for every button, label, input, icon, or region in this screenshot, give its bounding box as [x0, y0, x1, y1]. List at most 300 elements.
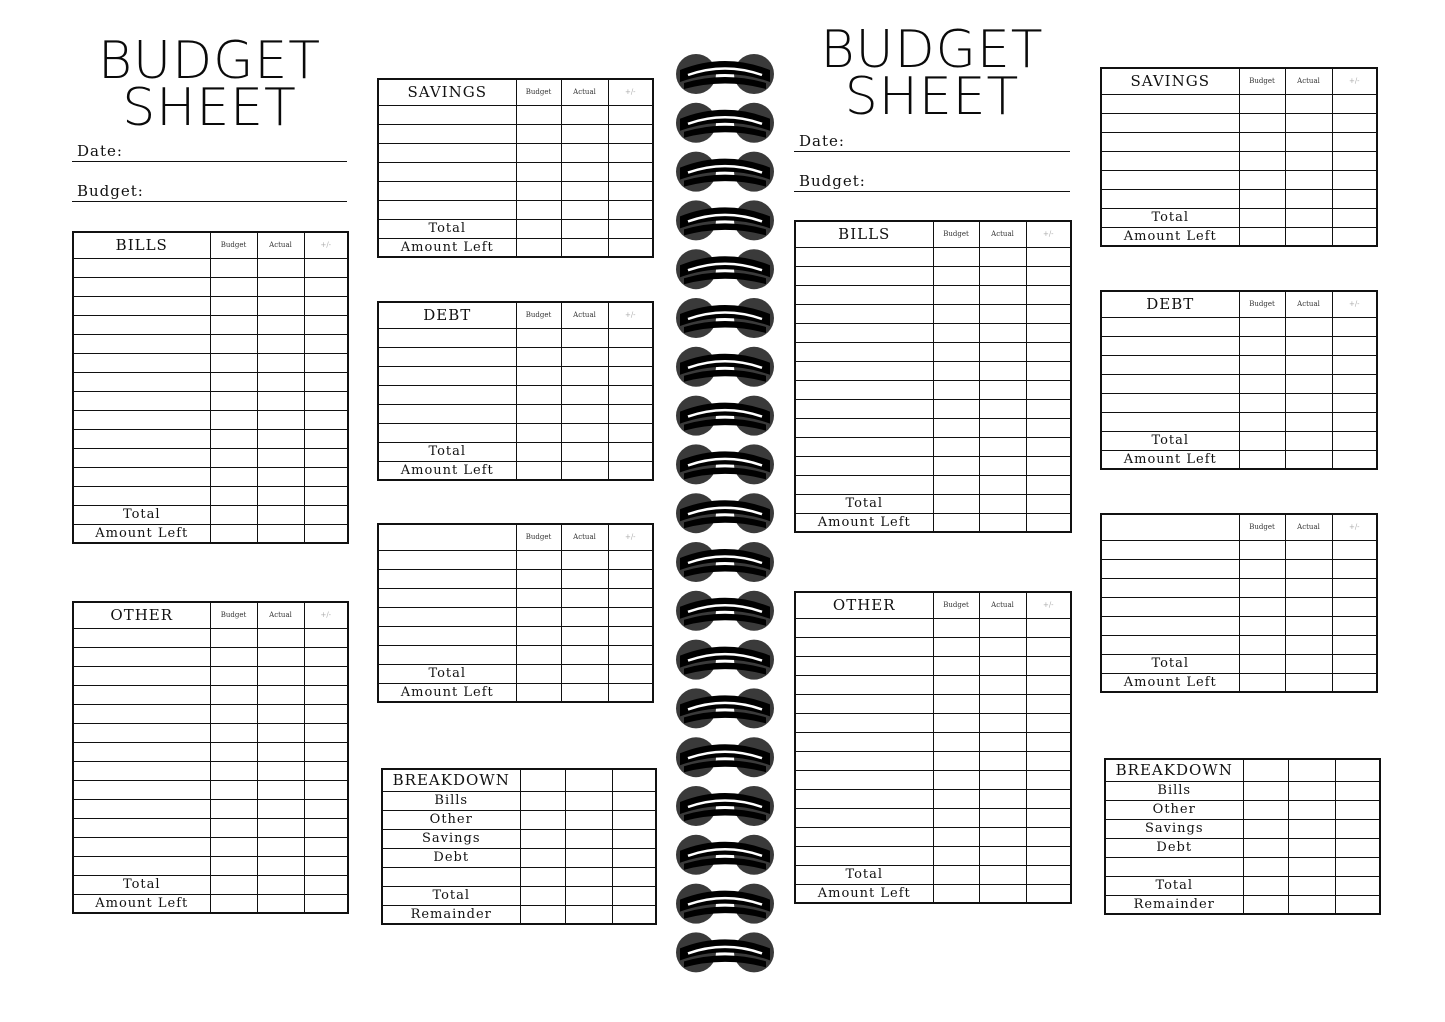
entry-actual-cell[interactable] [257, 296, 304, 315]
entry-budget-cell[interactable] [210, 372, 257, 391]
entry-name-cell[interactable] [73, 258, 210, 277]
entry-actual-cell[interactable] [979, 380, 1026, 399]
entry-name-cell[interactable] [795, 342, 933, 361]
entry-diff-cell[interactable] [304, 486, 348, 505]
entry-budget-cell[interactable] [933, 304, 979, 323]
entry-actual-cell[interactable] [979, 713, 1026, 732]
entry-budget-cell[interactable] [1239, 597, 1285, 616]
breakdown-blank-label[interactable] [1105, 857, 1243, 876]
entry-budget-cell[interactable] [933, 808, 979, 827]
entry-actual-cell[interactable] [257, 334, 304, 353]
entry-actual-cell[interactable] [257, 742, 304, 761]
entry-actual-cell[interactable] [979, 732, 1026, 751]
entry-name-cell[interactable] [73, 429, 210, 448]
entry-diff-cell[interactable] [304, 685, 348, 704]
entry-diff-cell[interactable] [304, 742, 348, 761]
entry-actual-cell[interactable] [257, 666, 304, 685]
entry-budget-cell[interactable] [933, 399, 979, 418]
entry-actual-cell[interactable] [979, 751, 1026, 770]
entry-budget-cell[interactable] [933, 732, 979, 751]
entry-name-cell[interactable] [795, 789, 933, 808]
entry-budget-cell[interactable] [516, 385, 561, 404]
entry-budget-cell[interactable] [933, 846, 979, 865]
entry-budget-cell[interactable] [1239, 374, 1285, 393]
entry-diff-cell[interactable] [304, 296, 348, 315]
entry-diff-cell[interactable] [304, 467, 348, 486]
entry-name-cell[interactable] [73, 391, 210, 410]
entry-name-cell[interactable] [1101, 559, 1239, 578]
entry-name-cell[interactable] [795, 304, 933, 323]
entry-budget-cell[interactable] [210, 761, 257, 780]
entry-budget-cell[interactable] [1239, 635, 1285, 654]
entry-name-cell[interactable] [1101, 635, 1239, 654]
entry-name-cell[interactable] [73, 334, 210, 353]
entry-diff-cell[interactable] [1026, 827, 1071, 846]
entry-diff-cell[interactable] [1332, 540, 1377, 559]
entry-budget-cell[interactable] [516, 181, 561, 200]
entry-diff-cell[interactable] [304, 799, 348, 818]
entry-actual-cell[interactable] [561, 385, 608, 404]
entry-actual-cell[interactable] [979, 342, 1026, 361]
entry-actual-cell[interactable] [257, 837, 304, 856]
entry-diff-cell[interactable] [1026, 285, 1071, 304]
entry-actual-cell[interactable] [1285, 597, 1332, 616]
entry-name-cell[interactable] [795, 732, 933, 751]
entry-diff-cell[interactable] [608, 607, 653, 626]
entry-name-cell[interactable] [795, 713, 933, 732]
entry-actual-cell[interactable] [257, 647, 304, 666]
entry-name-cell[interactable] [378, 124, 516, 143]
entry-name-cell[interactable] [795, 380, 933, 399]
entry-actual-cell[interactable] [979, 789, 1026, 808]
entry-diff-cell[interactable] [1026, 456, 1071, 475]
entry-name-cell[interactable] [1101, 113, 1239, 132]
entry-actual-cell[interactable] [979, 266, 1026, 285]
entry-diff-cell[interactable] [1026, 475, 1071, 494]
entry-budget-cell[interactable] [933, 618, 979, 637]
entry-actual-cell[interactable] [1285, 94, 1332, 113]
entry-diff-cell[interactable] [1332, 616, 1377, 635]
entry-actual-cell[interactable] [257, 277, 304, 296]
entry-name-cell[interactable] [1101, 132, 1239, 151]
entry-name-cell[interactable] [378, 143, 516, 162]
entry-actual-cell[interactable] [257, 429, 304, 448]
debt-table-left[interactable] [377, 301, 654, 481]
entry-name-cell[interactable] [73, 353, 210, 372]
entry-name-cell[interactable] [378, 328, 516, 347]
entry-actual-cell[interactable] [257, 761, 304, 780]
entry-actual-cell[interactable] [979, 618, 1026, 637]
entry-actual-cell[interactable] [979, 285, 1026, 304]
entry-name-cell[interactable] [73, 448, 210, 467]
entry-name-cell[interactable] [1101, 151, 1239, 170]
entry-budget-cell[interactable] [516, 626, 561, 645]
entry-name-cell[interactable] [73, 467, 210, 486]
entry-name-cell[interactable] [73, 837, 210, 856]
entry-name-cell[interactable] [1101, 393, 1239, 412]
entry-diff-cell[interactable] [1332, 597, 1377, 616]
entry-budget-cell[interactable] [516, 366, 561, 385]
entry-diff-cell[interactable] [1026, 694, 1071, 713]
entry-budget-cell[interactable] [1239, 393, 1285, 412]
entry-actual-cell[interactable] [1285, 336, 1332, 355]
entry-diff-cell[interactable] [304, 429, 348, 448]
entry-diff-cell[interactable] [608, 645, 653, 664]
entry-budget-cell[interactable] [210, 315, 257, 334]
entry-budget-cell[interactable] [1239, 355, 1285, 374]
entry-name-cell[interactable] [1101, 578, 1239, 597]
entry-diff-cell[interactable] [304, 818, 348, 837]
entry-actual-cell[interactable] [1285, 113, 1332, 132]
entry-actual-cell[interactable] [1285, 374, 1332, 393]
entry-name-cell[interactable] [795, 675, 933, 694]
entry-budget-cell[interactable] [516, 423, 561, 442]
entry-name-cell[interactable] [795, 808, 933, 827]
entry-actual-cell[interactable] [1285, 578, 1332, 597]
entry-actual-cell[interactable] [1285, 355, 1332, 374]
entry-budget-cell[interactable] [210, 742, 257, 761]
entry-actual-cell[interactable] [979, 827, 1026, 846]
entry-diff-cell[interactable] [1026, 751, 1071, 770]
entry-diff-cell[interactable] [1026, 399, 1071, 418]
extra-table-left[interactable] [377, 523, 654, 703]
entry-diff-cell[interactable] [304, 448, 348, 467]
entry-actual-cell[interactable] [257, 410, 304, 429]
entry-budget-cell[interactable] [516, 588, 561, 607]
date-field-left[interactable] [72, 140, 347, 162]
entry-name-cell[interactable] [378, 200, 516, 219]
entry-budget-cell[interactable] [210, 353, 257, 372]
entry-actual-cell[interactable] [561, 200, 608, 219]
entry-actual-cell[interactable] [561, 423, 608, 442]
entry-actual-cell[interactable] [1285, 317, 1332, 336]
entry-actual-cell[interactable] [561, 569, 608, 588]
entry-name-cell[interactable] [378, 162, 516, 181]
entry-diff-cell[interactable] [1026, 732, 1071, 751]
entry-diff-cell[interactable] [304, 315, 348, 334]
entry-diff-cell[interactable] [304, 666, 348, 685]
entry-diff-cell[interactable] [304, 372, 348, 391]
entry-name-cell[interactable] [378, 588, 516, 607]
entry-budget-cell[interactable] [933, 789, 979, 808]
entry-name-cell[interactable] [378, 404, 516, 423]
entry-budget-cell[interactable] [933, 380, 979, 399]
entry-actual-cell[interactable] [257, 818, 304, 837]
entry-budget-cell[interactable] [210, 486, 257, 505]
entry-diff-cell[interactable] [304, 723, 348, 742]
entry-name-cell[interactable] [1101, 336, 1239, 355]
entry-budget-cell[interactable] [210, 818, 257, 837]
entry-budget-cell[interactable] [210, 448, 257, 467]
entry-name-cell[interactable] [73, 780, 210, 799]
entry-actual-cell[interactable] [979, 399, 1026, 418]
entry-diff-cell[interactable] [1332, 94, 1377, 113]
other-table-right[interactable] [794, 591, 1072, 904]
savings-table-left[interactable] [377, 78, 654, 258]
entry-diff-cell[interactable] [1332, 170, 1377, 189]
entry-name-cell[interactable] [73, 296, 210, 315]
entry-actual-cell[interactable] [979, 361, 1026, 380]
entry-budget-cell[interactable] [210, 856, 257, 875]
entry-budget-cell[interactable] [516, 347, 561, 366]
entry-diff-cell[interactable] [608, 162, 653, 181]
entry-budget-cell[interactable] [1239, 94, 1285, 113]
entry-name-cell[interactable] [795, 751, 933, 770]
entry-actual-cell[interactable] [257, 628, 304, 647]
entry-diff-cell[interactable] [1332, 355, 1377, 374]
entry-budget-cell[interactable] [1239, 336, 1285, 355]
entry-diff-cell[interactable] [608, 404, 653, 423]
entry-budget-cell[interactable] [1239, 616, 1285, 635]
entry-diff-cell[interactable] [608, 347, 653, 366]
entry-name-cell[interactable] [73, 723, 210, 742]
entry-name-cell[interactable] [378, 347, 516, 366]
entry-diff-cell[interactable] [1332, 578, 1377, 597]
entry-actual-cell[interactable] [1285, 540, 1332, 559]
entry-name-cell[interactable] [73, 372, 210, 391]
entry-name-cell[interactable] [73, 856, 210, 875]
budget-field-left[interactable] [72, 180, 347, 202]
entry-budget-cell[interactable] [210, 391, 257, 410]
entry-budget-cell[interactable] [210, 467, 257, 486]
entry-diff-cell[interactable] [608, 588, 653, 607]
entry-diff-cell[interactable] [608, 423, 653, 442]
entry-actual-cell[interactable] [561, 162, 608, 181]
entry-diff-cell[interactable] [1332, 132, 1377, 151]
entry-diff-cell[interactable] [1026, 713, 1071, 732]
entry-budget-cell[interactable] [210, 410, 257, 429]
entry-actual-cell[interactable] [979, 808, 1026, 827]
entry-name-cell[interactable] [1101, 540, 1239, 559]
entry-actual-cell[interactable] [979, 475, 1026, 494]
bills-table-left[interactable] [72, 231, 349, 544]
entry-name-cell[interactable] [1101, 597, 1239, 616]
entry-actual-cell[interactable] [561, 588, 608, 607]
entry-diff-cell[interactable] [608, 626, 653, 645]
entry-diff-cell[interactable] [1332, 317, 1377, 336]
entry-diff-cell[interactable] [608, 181, 653, 200]
entry-actual-cell[interactable] [979, 323, 1026, 342]
other-table-left[interactable] [72, 601, 349, 914]
entry-actual-cell[interactable] [979, 304, 1026, 323]
entry-name-cell[interactable] [1101, 412, 1239, 431]
entry-name-cell[interactable] [795, 323, 933, 342]
entry-name-cell[interactable] [795, 827, 933, 846]
debt-table-right[interactable] [1100, 290, 1378, 470]
entry-diff-cell[interactable] [304, 353, 348, 372]
entry-budget-cell[interactable] [210, 723, 257, 742]
entry-name-cell[interactable] [795, 637, 933, 656]
entry-name-cell[interactable] [795, 618, 933, 637]
entry-name-cell[interactable] [378, 423, 516, 442]
entry-diff-cell[interactable] [1332, 635, 1377, 654]
entry-name-cell[interactable] [795, 475, 933, 494]
entry-name-cell[interactable] [795, 770, 933, 789]
entry-budget-cell[interactable] [933, 675, 979, 694]
entry-diff-cell[interactable] [1026, 846, 1071, 865]
entry-diff-cell[interactable] [1026, 656, 1071, 675]
entry-name-cell[interactable] [73, 410, 210, 429]
entry-actual-cell[interactable] [257, 685, 304, 704]
entry-budget-cell[interactable] [210, 666, 257, 685]
entry-diff-cell[interactable] [1332, 412, 1377, 431]
entry-diff-cell[interactable] [1332, 113, 1377, 132]
entry-name-cell[interactable] [73, 277, 210, 296]
entry-name-cell[interactable] [73, 647, 210, 666]
date-field-right[interactable] [794, 130, 1070, 152]
entry-diff-cell[interactable] [1026, 342, 1071, 361]
extra-header[interactable] [1101, 514, 1239, 540]
entry-name-cell[interactable] [795, 656, 933, 675]
entry-actual-cell[interactable] [257, 799, 304, 818]
entry-name-cell[interactable] [795, 694, 933, 713]
entry-name-cell[interactable] [795, 437, 933, 456]
entry-name-cell[interactable] [378, 385, 516, 404]
entry-name-cell[interactable] [1101, 374, 1239, 393]
entry-diff-cell[interactable] [1026, 247, 1071, 266]
entry-actual-cell[interactable] [561, 626, 608, 645]
entry-budget-cell[interactable] [1239, 540, 1285, 559]
entry-diff-cell[interactable] [1026, 323, 1071, 342]
entry-budget-cell[interactable] [933, 247, 979, 266]
entry-name-cell[interactable] [795, 361, 933, 380]
entry-budget-cell[interactable] [210, 277, 257, 296]
entry-actual-cell[interactable] [979, 418, 1026, 437]
entry-actual-cell[interactable] [1285, 189, 1332, 208]
entry-budget-cell[interactable] [516, 200, 561, 219]
entry-budget-cell[interactable] [933, 770, 979, 789]
entry-budget-cell[interactable] [1239, 317, 1285, 336]
entry-budget-cell[interactable] [933, 751, 979, 770]
entry-budget-cell[interactable] [1239, 559, 1285, 578]
entry-name-cell[interactable] [73, 818, 210, 837]
entry-budget-cell[interactable] [1239, 170, 1285, 189]
entry-diff-cell[interactable] [608, 328, 653, 347]
entry-diff-cell[interactable] [1332, 559, 1377, 578]
entry-budget-cell[interactable] [516, 607, 561, 626]
entry-diff-cell[interactable] [304, 704, 348, 723]
entry-budget-cell[interactable] [1239, 132, 1285, 151]
entry-name-cell[interactable] [73, 742, 210, 761]
entry-name-cell[interactable] [378, 607, 516, 626]
entry-budget-cell[interactable] [933, 656, 979, 675]
entry-budget-cell[interactable] [933, 323, 979, 342]
entry-budget-cell[interactable] [516, 105, 561, 124]
entry-budget-cell[interactable] [1239, 412, 1285, 431]
entry-diff-cell[interactable] [608, 143, 653, 162]
entry-actual-cell[interactable] [561, 328, 608, 347]
entry-actual-cell[interactable] [561, 645, 608, 664]
entry-budget-cell[interactable] [516, 404, 561, 423]
breakdown-table-left[interactable] [381, 768, 657, 925]
entry-name-cell[interactable] [73, 704, 210, 723]
entry-actual-cell[interactable] [979, 770, 1026, 789]
entry-actual-cell[interactable] [257, 448, 304, 467]
entry-actual-cell[interactable] [257, 856, 304, 875]
entry-actual-cell[interactable] [1285, 412, 1332, 431]
entry-actual-cell[interactable] [1285, 170, 1332, 189]
entry-budget-cell[interactable] [933, 361, 979, 380]
entry-actual-cell[interactable] [257, 704, 304, 723]
entry-budget-cell[interactable] [516, 569, 561, 588]
savings-table-right[interactable] [1100, 67, 1378, 247]
entry-diff-cell[interactable] [304, 647, 348, 666]
entry-actual-cell[interactable] [257, 780, 304, 799]
entry-name-cell[interactable] [1101, 355, 1239, 374]
budget-field-right[interactable] [794, 170, 1070, 192]
entry-actual-cell[interactable] [257, 315, 304, 334]
entry-budget-cell[interactable] [210, 837, 257, 856]
entry-diff-cell[interactable] [1026, 789, 1071, 808]
entry-budget-cell[interactable] [210, 647, 257, 666]
entry-actual-cell[interactable] [979, 694, 1026, 713]
entry-diff-cell[interactable] [608, 200, 653, 219]
entry-budget-cell[interactable] [933, 475, 979, 494]
entry-actual-cell[interactable] [979, 846, 1026, 865]
entry-budget-cell[interactable] [516, 645, 561, 664]
entry-actual-cell[interactable] [257, 391, 304, 410]
entry-name-cell[interactable] [378, 181, 516, 200]
entry-actual-cell[interactable] [979, 675, 1026, 694]
entry-name-cell[interactable] [1101, 317, 1239, 336]
entry-budget-cell[interactable] [210, 685, 257, 704]
entry-name-cell[interactable] [795, 285, 933, 304]
entry-actual-cell[interactable] [561, 181, 608, 200]
entry-actual-cell[interactable] [979, 656, 1026, 675]
entry-name-cell[interactable] [378, 105, 516, 124]
entry-name-cell[interactable] [378, 645, 516, 664]
entry-name-cell[interactable] [795, 266, 933, 285]
entry-diff-cell[interactable] [304, 277, 348, 296]
entry-diff-cell[interactable] [1026, 380, 1071, 399]
entry-budget-cell[interactable] [933, 456, 979, 475]
entry-diff-cell[interactable] [1332, 189, 1377, 208]
entry-name-cell[interactable] [795, 418, 933, 437]
entry-budget-cell[interactable] [516, 550, 561, 569]
entry-budget-cell[interactable] [210, 704, 257, 723]
entry-budget-cell[interactable] [1239, 578, 1285, 597]
entry-actual-cell[interactable] [979, 437, 1026, 456]
entry-actual-cell[interactable] [561, 550, 608, 569]
entry-name-cell[interactable] [73, 315, 210, 334]
entry-budget-cell[interactable] [210, 334, 257, 353]
entry-budget-cell[interactable] [933, 342, 979, 361]
entry-budget-cell[interactable] [933, 827, 979, 846]
entry-actual-cell[interactable] [257, 372, 304, 391]
entry-actual-cell[interactable] [979, 247, 1026, 266]
entry-budget-cell[interactable] [1239, 151, 1285, 170]
entry-budget-cell[interactable] [210, 429, 257, 448]
entry-name-cell[interactable] [73, 486, 210, 505]
extra-table-right[interactable] [1100, 513, 1378, 693]
entry-diff-cell[interactable] [304, 837, 348, 856]
entry-actual-cell[interactable] [1285, 393, 1332, 412]
entry-name-cell[interactable] [795, 846, 933, 865]
entry-diff-cell[interactable] [608, 385, 653, 404]
entry-actual-cell[interactable] [979, 456, 1026, 475]
entry-actual-cell[interactable] [561, 607, 608, 626]
entry-name-cell[interactable] [795, 247, 933, 266]
entry-diff-cell[interactable] [304, 856, 348, 875]
entry-diff-cell[interactable] [1026, 361, 1071, 380]
entry-budget-cell[interactable] [516, 124, 561, 143]
breakdown-table-right[interactable] [1104, 758, 1381, 915]
entry-name-cell[interactable] [795, 456, 933, 475]
entry-diff-cell[interactable] [1026, 618, 1071, 637]
entry-actual-cell[interactable] [1285, 616, 1332, 635]
entry-name-cell[interactable] [1101, 170, 1239, 189]
entry-diff-cell[interactable] [1026, 770, 1071, 789]
